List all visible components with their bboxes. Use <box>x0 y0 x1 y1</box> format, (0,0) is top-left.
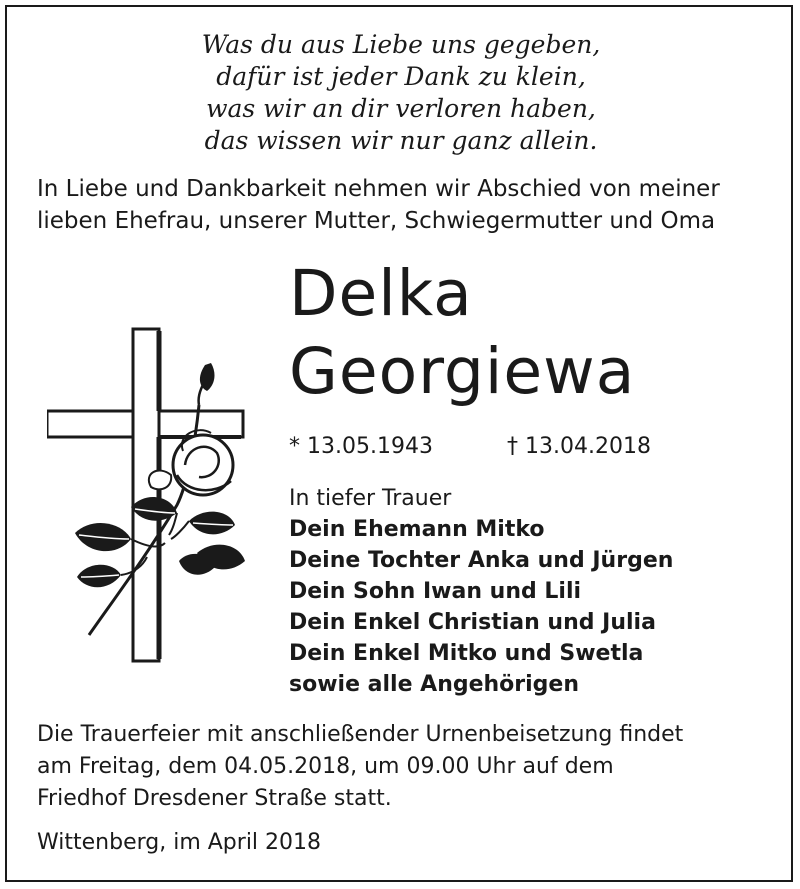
poem-line: Was du aus Liebe uns gegeben, <box>201 30 601 59</box>
mourner-entry: Dein Enkel Mitko und Swetla <box>289 641 644 666</box>
mourners-block <box>289 483 673 700</box>
poem <box>7 29 795 157</box>
cross-with-rose <box>47 325 257 675</box>
poem-line: was wir an dir verloren haben, <box>206 94 596 123</box>
deceased-last-name: Georgiewa <box>289 335 636 408</box>
mourner-entry: Dein Enkel Christian und Julia <box>289 610 656 635</box>
mourner-entry: Dein Ehemann Mitko <box>289 517 545 542</box>
mourners-heading: In tiefer Trauer <box>289 486 452 511</box>
poem-line: dafür ist jeder Dank zu klein, <box>216 62 586 91</box>
obituary-notice <box>5 5 793 882</box>
ceremony-line: Die Trauerfeier mit anschließender Urnenbeisetzung findet <box>37 722 684 747</box>
ceremony-line: Friedhof Dresdener Straße statt. <box>37 786 392 811</box>
mourner-entry: Dein Sohn Iwan und Lili <box>289 579 582 604</box>
deceased-name <box>289 255 635 411</box>
ceremony-line: am Freitag, dem 04.05.2018, um 09.00 Uhr auf dem <box>37 754 614 779</box>
birth-date: * 13.05.1943 <box>289 434 433 459</box>
life-dates <box>289 431 689 463</box>
mourner-entry: sowie alle Angehörigen <box>289 672 580 697</box>
ceremony-info <box>37 719 777 815</box>
mourner-entry: Deine Tochter Anka und Jürgen <box>289 548 674 573</box>
intro-line: lieben Ehefrau, unserer Mutter, Schwiegermutter und Oma <box>37 208 716 234</box>
intro-text <box>37 173 777 237</box>
poem-line: das wissen wir nur ganz allein. <box>204 126 598 155</box>
deceased-first-name: Delka <box>289 257 473 330</box>
intro-line: In Liebe und Dankbarkeit nehmen wir Abschied von meiner <box>37 176 720 202</box>
place-date: Wittenberg, im April 2018 <box>37 830 322 855</box>
death-date: † 13.04.2018 <box>507 434 651 459</box>
